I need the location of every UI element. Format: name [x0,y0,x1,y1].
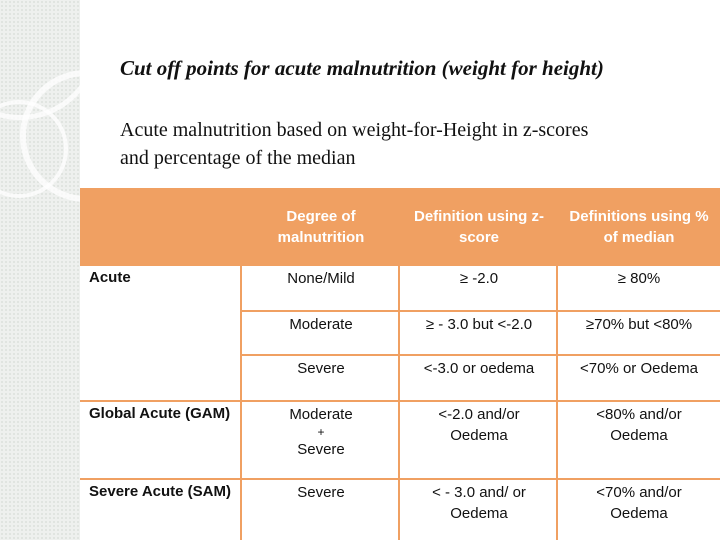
body-line: Acute malnutrition based on weight-for-Height in z-scores [120,119,589,141]
table-cell: ≥ 80% [556,266,720,312]
category-gam: Global Acute (GAM) [89,405,231,422]
table-cell [398,480,558,540]
cell-line: Moderate [289,406,353,423]
table-cell: <70% or Oedema [556,356,720,402]
table-cell: ≥ - 3.0 but <-2.0 [398,312,558,356]
cell-line: <70% and/or [596,484,682,501]
malnutrition-cutoff-table [80,188,720,540]
table-cell: ≥ -2.0 [398,266,558,312]
header-degree: Degree of malnutrition [277,208,365,246]
header-median: Definitions using % of median [569,208,709,246]
cell-line: < - 3.0 and/ or [432,484,526,501]
cell-line: + [317,425,325,439]
header-zscore: Definition using z-score [414,208,544,246]
table-cell [556,480,720,540]
cell-line: Oedema [450,505,508,522]
body-line: and percentage of the median [120,147,356,169]
cell-line: Severe [297,441,345,458]
cell-line: Oedema [610,427,668,444]
table-cell: None/Mild [240,266,400,312]
category-sam: Severe Acute (SAM) [89,483,231,500]
decorative-left-strip [0,0,80,540]
slide-title: Cut off points for acute malnutrition (weight for height) [120,56,604,80]
table-cell [556,402,720,480]
table-cell: Moderate [240,312,400,356]
table-cell: <-3.0 or oedema [398,356,558,402]
cell-line: <-2.0 and/or [438,406,520,423]
slide-body-text [120,116,700,172]
category-acute: Acute [89,269,131,286]
table-cell [240,402,400,480]
table-cell: Severe [240,480,400,540]
table-cell [398,402,558,480]
cell-line: Oedema [450,427,508,444]
table-cell: ≥70% but <80% [556,312,720,356]
cell-line: <80% and/or [596,406,682,423]
cell-line: Oedema [610,505,668,522]
table-cell: Severe [240,356,400,402]
